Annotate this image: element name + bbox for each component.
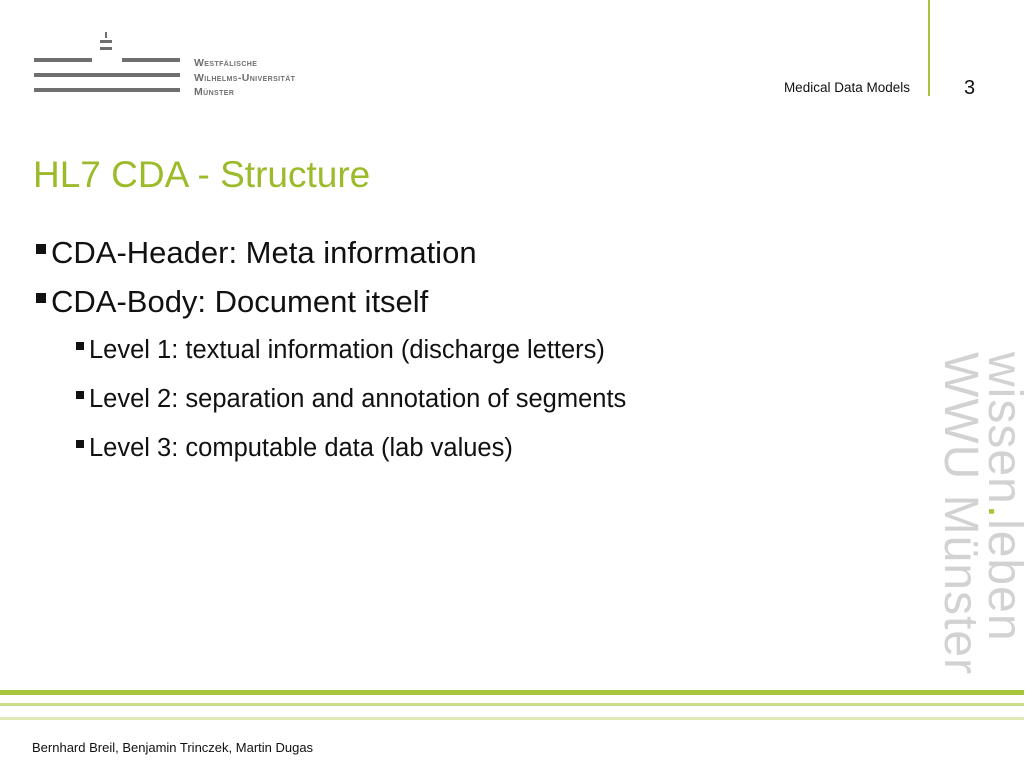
logo-wordmark xyxy=(194,56,295,100)
logo-line: Westfälische xyxy=(194,57,258,69)
watermark-word: leben xyxy=(978,519,1031,642)
bullet-text: Level 2: separation and annotation of segments xyxy=(89,385,627,413)
square-bullet-icon xyxy=(76,391,84,399)
watermark-slogan xyxy=(978,352,1031,675)
brand-watermark xyxy=(934,352,1031,675)
bullet-text: CDA-Header: Meta information xyxy=(51,235,477,270)
bullet-list xyxy=(36,228,626,473)
square-bullet-icon xyxy=(76,342,84,350)
running-title: Medical Data Models xyxy=(783,80,910,95)
watermark-university: WWU Münster xyxy=(934,352,987,675)
bullet-text: CDA-Body: Document itself xyxy=(51,284,429,319)
watermark-dot: . xyxy=(978,504,1031,520)
footer-band xyxy=(0,717,1024,720)
university-logo xyxy=(34,30,334,100)
bullet-item xyxy=(36,228,626,277)
header-divider xyxy=(928,0,930,96)
square-bullet-icon xyxy=(36,293,46,303)
footer-band xyxy=(0,703,1024,706)
logo-line: Wilhelms-Universität xyxy=(194,71,296,84)
watermark-word: wissen xyxy=(978,352,1031,505)
logo-line: Münster xyxy=(194,86,235,98)
slide-title: HL7 CDA - Structure xyxy=(33,154,371,195)
sub-bullet-item xyxy=(76,375,626,424)
sub-bullet-item xyxy=(76,424,626,473)
university-emblem-icon xyxy=(34,30,184,100)
sub-bullet-item xyxy=(76,326,626,375)
square-bullet-icon xyxy=(76,440,84,448)
bullet-item xyxy=(36,277,626,326)
footer-authors: Bernhard Breil, Benjamin Trinczek, Martin Dugas xyxy=(32,740,314,755)
square-bullet-icon xyxy=(36,244,46,254)
bullet-text: Level 1: textual information (discharge letters) xyxy=(89,336,605,364)
page-number: 3 xyxy=(964,77,976,99)
bullet-text: Level 3: computable data (lab values) xyxy=(89,434,513,462)
footer-band xyxy=(0,690,1024,695)
